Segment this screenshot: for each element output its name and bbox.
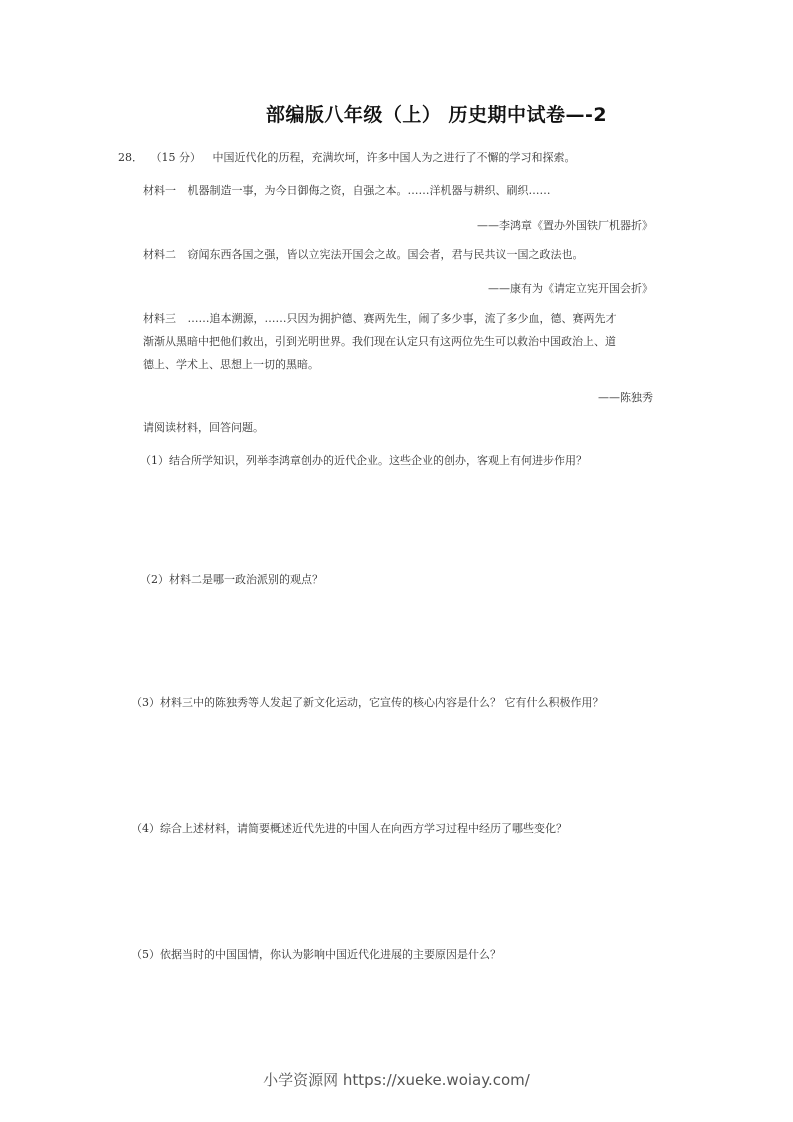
instruction: 请阅读材料，回答问题。 bbox=[143, 421, 264, 434]
sub-question-1: （1）结合所学知识，列举李鸿章创办的近代企业。这些企业的创办，客观上有何进步作用？ bbox=[140, 454, 587, 467]
question-header bbox=[118, 151, 576, 165]
material-1-label: 材料一 bbox=[143, 184, 176, 197]
material-3 bbox=[143, 307, 663, 376]
material-3-line-1: ……追本溯源，……只因为拥护德、赛两先生，闹了多少事，流了多少血，德、赛两先才 bbox=[187, 312, 617, 325]
material-1 bbox=[143, 184, 551, 198]
material-2 bbox=[143, 248, 584, 262]
question-number: 28． bbox=[118, 151, 143, 164]
document-title: 部编版八年级（上） 历史期中试卷—-2 bbox=[265, 104, 608, 126]
watermark-footer: 小学资源网 https://xueke.woiay.com/ bbox=[263, 1071, 530, 1089]
material-1-text: 机器制造一事，为今日御侮之资，自强之本。……洋机器与耕织、刷织…… bbox=[187, 184, 551, 197]
material-3-line-2: 渐渐从黑暗中把他们救出，引到光明世界。我们现在认定只有这两位先生可以救治中国政治上、道 bbox=[143, 335, 616, 348]
material-1-source: ——李鸿章《置办外国铁厂机器折》 bbox=[477, 219, 653, 232]
sub-question-4: （4）综合上述材料，请简要概述近代先进的中国人在向西方学习过程中经历了哪些变化？ bbox=[131, 822, 567, 835]
material-3-source: ——陈独秀 bbox=[598, 391, 653, 404]
sub-question-5: （5）依据当时的中国国情，你认为影响中国近代化进展的主要原因是什么？ bbox=[131, 948, 501, 961]
material-2-source: ——康有为《请定立宪开国会折》 bbox=[488, 282, 653, 295]
material-3-line-3: 德上、学术上、思想上一切的黑暗。 bbox=[143, 358, 319, 371]
material-3-label: 材料三 bbox=[143, 312, 176, 325]
sub-question-3: （3）材料三中的陈独秀等人发起了新文化运动，它宣传的核心内容是什么？ 它有什么积极作用？ bbox=[131, 696, 604, 709]
question-points: （15 分） bbox=[150, 151, 201, 164]
question-stem: 中国近代化的历程，充满坎坷，许多中国人为之进行了不懈的学习和探索。 bbox=[212, 151, 576, 164]
material-2-label: 材料二 bbox=[143, 248, 176, 261]
material-2-text: 窃闻东西各国之强，皆以立宪法开国会之故。国会者，君与民共议一国之政法也。 bbox=[187, 248, 584, 261]
sub-question-2: （2）材料二是哪一政治派别的观点？ bbox=[140, 573, 323, 586]
